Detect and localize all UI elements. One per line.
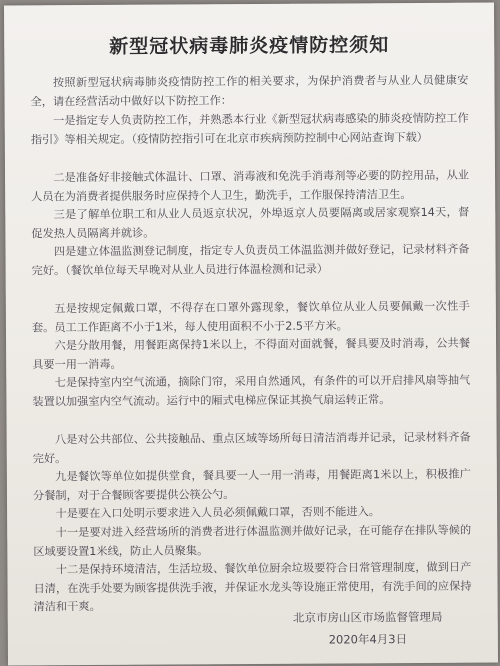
item-3: 三是了解单位职工和从业人员返京状况，外埠返京人员要隔离或居家观察14天，督促发热人员隔离并就诊。 xyxy=(31,205,470,241)
issue-date: 2020年4月3日 xyxy=(328,632,408,647)
document-page xyxy=(4,3,498,666)
item-10: 十是要在入口处明示要求进入人员必须佩戴口罩，否则不能进入。 xyxy=(55,505,380,521)
item-5: 五是按规定佩戴口罩，不得存在口罩外露现象，餐饮单位从业人员要佩戴一次性手套。员工工作距离不小于1米，每人使用面积不小于2.5平方米。 xyxy=(31,299,470,335)
item-11: 十一是要对进入经营场所的消费者进行体温监测并做好记录，在可能存在排队等候的区域要设置1米线，防止人员聚集。 xyxy=(33,523,472,559)
document-title: 新型冠状病毒肺炎疫情防控须知 xyxy=(109,34,390,58)
issuer-name: 北京市房山区市场监督管理局 xyxy=(292,609,443,625)
item-12: 十二是保持环境清洁，生活垃圾、餐饮单位厨余垃圾要符合日常管理制度，做到日产日清，在洗手处要为顾客提供洗手液，并保证水龙头等设施正常使用，有洗手间的应保持清洁和干爽。 xyxy=(33,560,472,614)
item-7: 七是保持室内空气流通，摘除门帘，采用自然通风，有条件的可以开启排风扇等抽气装置以加强室内空气流动。运行中的厢式电梯应保证其换气扇运转正常。 xyxy=(32,373,471,409)
item-1: 一是指定专人负责防控工作，并熟悉本行业《新型冠状病毒感染的肺炎疫情防控工作指引》等相关规定。（疫情防控指引可在北京市疾病预防控制中心网站查询下载） xyxy=(30,111,469,147)
intro-paragraph: 按照新型冠状病毒肺炎疫情防控工作的相关要求，为保护消费者与从业人员健康安全，请在经营活动中做好以下防控工作： xyxy=(30,73,469,109)
item-9: 九是餐饮等单位如提供堂食，餐具要一人一用一消毒，用餐距离1米以上，积极推广分餐制，对于合餐顾客要提供公筷公勺。 xyxy=(32,467,471,503)
item-4: 四是建立体温监测登记制度，指定专人负责员工体温监测并做好登记，记录材料齐备完好。（餐饮单位每天早晚对从业人员进行体温检测和记录） xyxy=(31,242,470,278)
item-6: 六是分散用餐，用餐距离保持1米以上，不得面对面就餐，餐具要及时消毒，公共餐具要一用一消毒。 xyxy=(32,336,471,372)
item-2: 二是准备好非接触式体温计、口罩、消毒液和免洗手消毒剂等必要的防控用品，从业人员在为消费者提供服务时应保持个人卫生，勤洗手，工作服保持清洁卫生。 xyxy=(31,168,470,204)
item-8: 八是对公共部位、公共接触品、重点区域等场所每日清洁消毒并记录，记录材料齐备完好。 xyxy=(32,430,471,466)
